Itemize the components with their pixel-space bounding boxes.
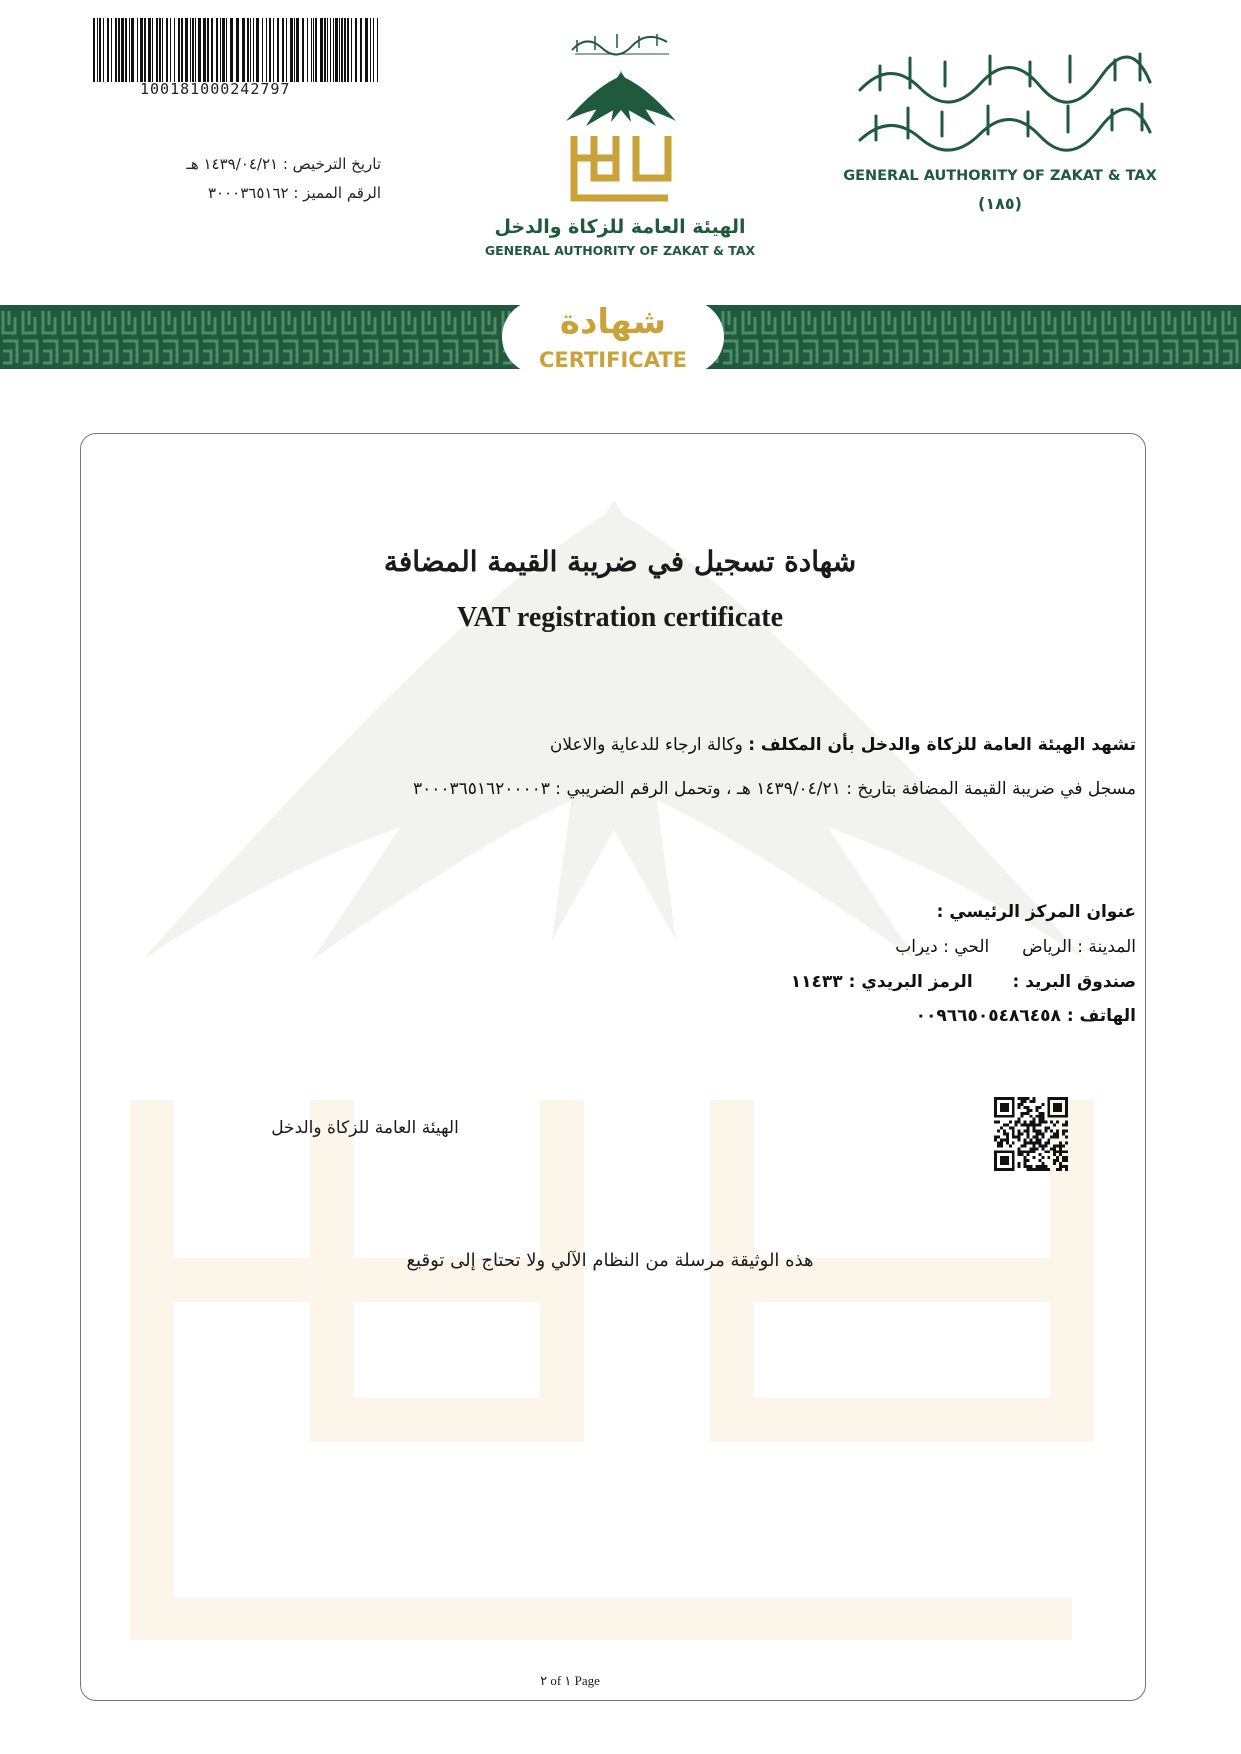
issue-number: (١٨٥): [978, 194, 1022, 213]
license-date: [186, 155, 381, 173]
certificate-heading-arabic: شهادة تسجيل في ضريبة القيمة المضافة: [383, 545, 857, 578]
phone-label: الهاتف :: [1066, 1006, 1136, 1026]
district-label: الحي :: [943, 937, 990, 957]
phone-line: [916, 1006, 1136, 1026]
phone-value: ٠٠٩٦٦٥٠٥٤٨٦٤٥٨: [915, 1006, 1061, 1026]
city-label: المدينة :: [1077, 937, 1136, 957]
certificate-title-arabic: شهادة: [559, 302, 667, 342]
barcode-icon: [93, 18, 379, 82]
postal-label: الرمز البريدي :: [848, 972, 973, 992]
city-district-line: [895, 937, 1136, 957]
certificate-title-english: CERTIFICATE: [539, 348, 687, 372]
palm-watermark-icon: [82, 500, 1146, 1640]
no-signature-note: هذه الوثيقة مرسلة من النظام الآلي ولا تحتاج إلى توقيع: [406, 1250, 814, 1271]
city-value: الرياض: [1022, 937, 1072, 957]
license-date-label: تاريخ الترخيص :: [282, 155, 381, 173]
license-number-value: ٣٠٠٠٣٦٥١٦٢: [207, 184, 289, 202]
postal-value: ١١٤٣٣: [790, 972, 843, 992]
basmala-calligraphy-icon: [567, 28, 677, 58]
barcode-number: 100181000242797: [140, 80, 291, 98]
gazt-name-english-right: GENERAL AUTHORITY OF ZAKAT & TAX: [843, 168, 1157, 184]
certificate-heading-english: VAT registration certificate: [456, 602, 784, 633]
taxpayer-line: [550, 735, 1136, 755]
gazt-name-english: GENERAL AUTHORITY OF ZAKAT & TAX: [484, 243, 756, 258]
address-label: عنوان المركز الرئيسي :: [936, 902, 1136, 922]
pobox-label: صندوق البريد :: [1012, 972, 1136, 992]
page-number: ٢ of ١ Page: [540, 1673, 600, 1688]
postal-line: [791, 972, 1136, 992]
qr-code-icon[interactable]: [994, 1097, 1068, 1171]
kingdom-calligraphy-icon: [850, 48, 1160, 158]
certify-label: تشهد الهيئة العامة للزكاة والدخل بأن المكلف :: [748, 735, 1136, 755]
issuer-name: الهيئة العامة للزكاة والدخل: [271, 1118, 459, 1138]
district-value: ديراب: [895, 937, 938, 957]
taxpayer-name: وكالة ارجاء للدعاية والاعلان: [549, 735, 743, 755]
license-number: [208, 184, 381, 202]
palm-tree-logo-icon: [556, 66, 686, 206]
gazt-name-arabic: الهيئة العامة للزكاة والدخل: [494, 216, 746, 238]
license-date-value: ١٤٣٩/٠٤/٢١ هـ: [186, 155, 279, 173]
registration-line: مسجل في ضريبة القيمة المضافة بتاريخ : ١٤٣٩/٠٤/٢١ هـ ، وتحمل الرقم الضريبي : ٣٠٠٠٣٦٥١٦٢٠٠٠٠٣: [412, 779, 1136, 799]
license-number-label: الرقم المميز :: [293, 184, 381, 202]
